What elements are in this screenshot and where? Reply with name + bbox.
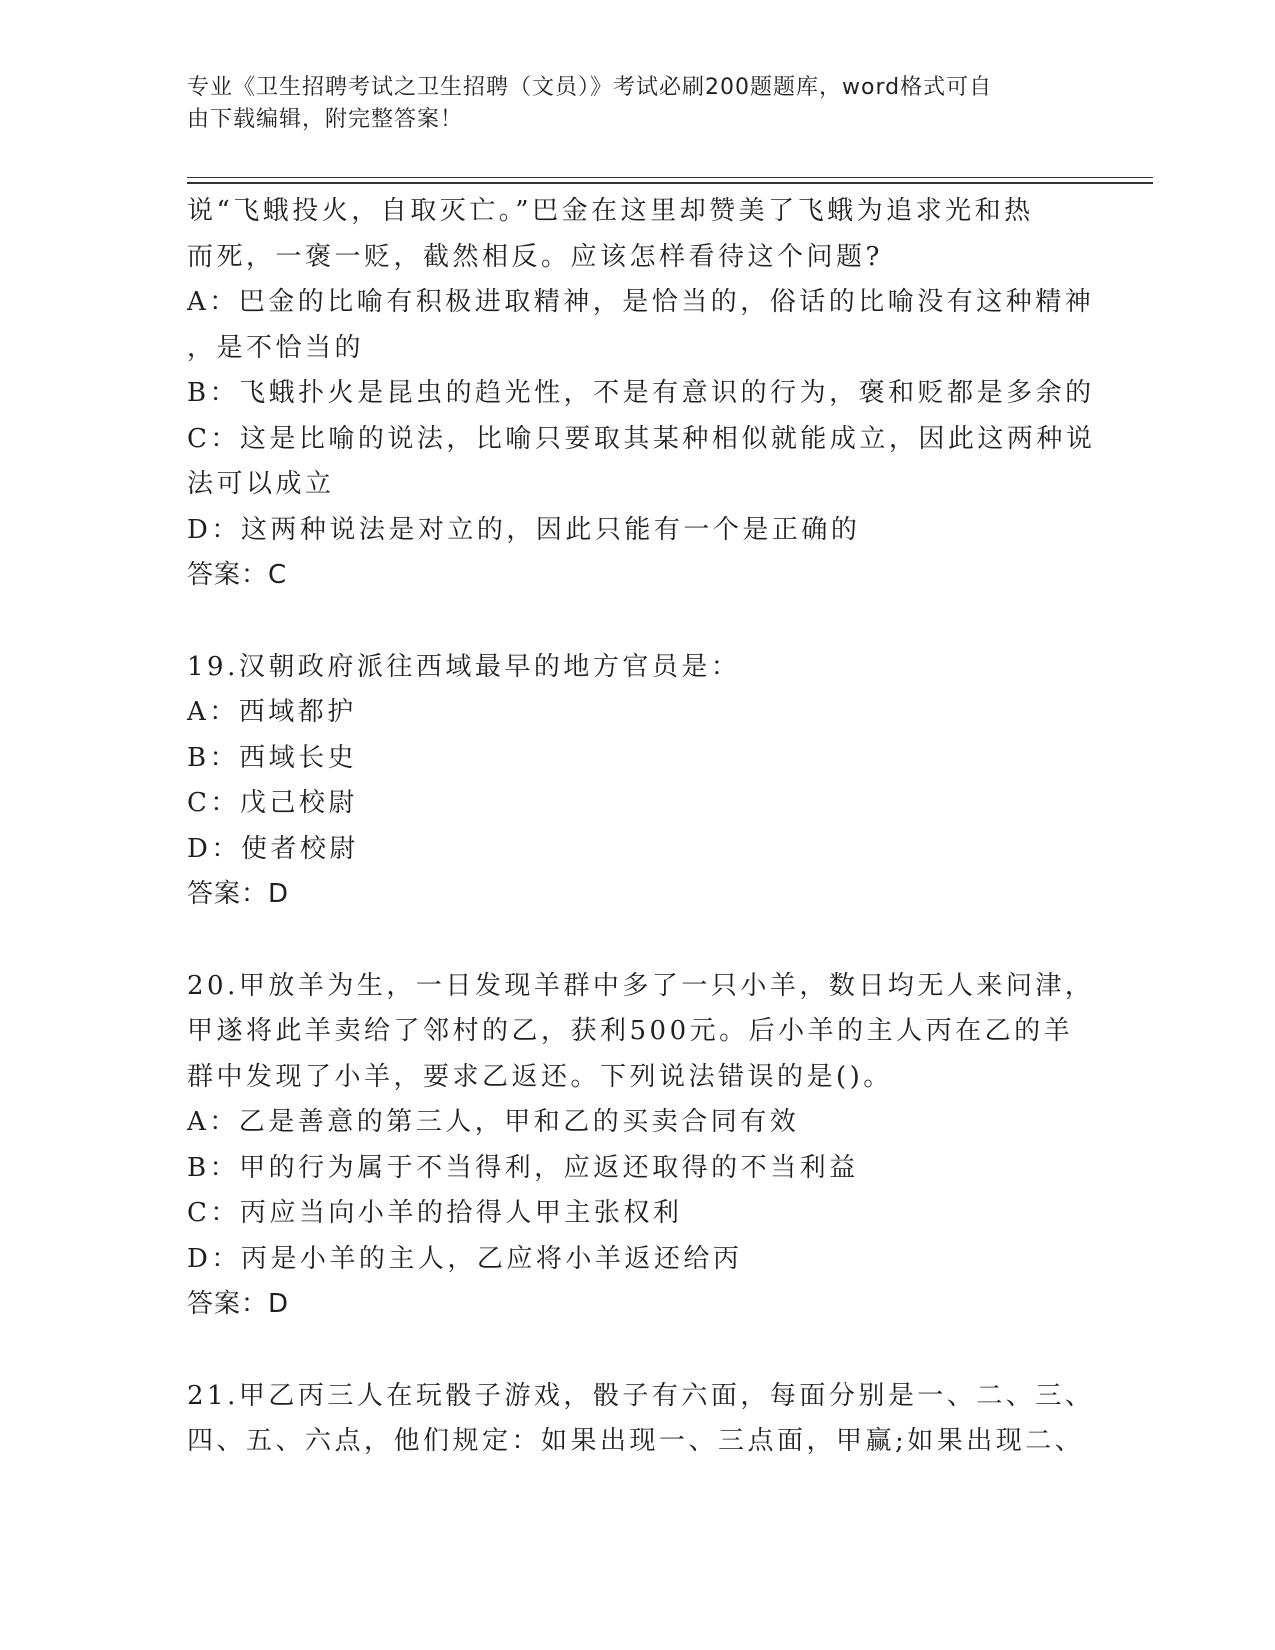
option-b: B：甲的行为属于不当得利，应返还取得的不当利益: [187, 1152, 859, 1183]
question-text-line: 21.甲乙丙三人在玩骰子游戏，骰子有六面，每面分别是一、二、三、: [187, 1380, 1095, 1411]
answer-label: 答案：D: [187, 879, 290, 909]
option-a: A：乙是善意的第三人，甲和乙的买卖合同有效: [187, 1107, 800, 1137]
option-d: D：使者校尉: [187, 833, 359, 864]
header-line-2: 由下载编辑，附完整答案！: [187, 107, 464, 132]
question-18: [187, 189, 1096, 599]
question-text-line: 说“飞蛾投火，自取灭亡。”巴金在这里却赞美了飞蛾为追求光和热: [187, 196, 1034, 226]
question-text-line: 甲遂将此羊卖给了邻村的乙，获利500元。后小羊的主人丙在乙的羊: [187, 1016, 1074, 1046]
option-b: B：西域长史: [187, 742, 358, 773]
question-list: [187, 189, 1096, 1465]
question-21: [187, 1374, 1095, 1465]
question-text-line: 19.汉朝政府派往西域最早的地方官员是：: [187, 651, 741, 682]
option-a-continued: ，是不恰当的: [187, 332, 365, 363]
header-line-1: 专业《卫生招聘考试之卫生招聘（文员）》考试必刷200题题库，word格式可自: [187, 75, 993, 100]
question-spacer: [187, 1328, 1087, 1374]
answer-label: 答案：C: [187, 560, 288, 590]
question-20: [187, 964, 1095, 1328]
question-text-line: 20.甲放羊为生，一日发现羊群中多了一只小羊，数日均无人来问津，: [187, 970, 1095, 1001]
question-text-line: 群中发现了小羊，要求乙返还。下列说法错误的是()。: [187, 1061, 893, 1092]
option-d: D：丙是小羊的主人，乙应将小羊返还给丙: [187, 1243, 743, 1274]
question-text-line: 而死，一褒一贬，截然相反。应该怎样看待这个问题?: [187, 241, 883, 272]
header-divider-thin: [187, 177, 1153, 178]
option-a: A：西域都护: [187, 697, 357, 727]
question-text-line: 四、五、六点，他们规定：如果出现一、三点面，甲赢;如果出现二、: [187, 1426, 1085, 1456]
answer-label: 答案：D: [187, 1289, 290, 1319]
question-spacer: [187, 599, 1087, 645]
option-c: C：这是比喻的说法，比喻只要取其某种相似就能成立，因此这两种说: [187, 423, 1096, 454]
question-19: [187, 645, 1087, 918]
header-divider-thick: [187, 182, 1153, 184]
question-spacer: [187, 918, 1087, 964]
option-a: A：巴金的比喻有积极进取精神，是恰当的，俗话的比喻没有这种精神: [187, 287, 1095, 317]
option-c: C：戊己校尉: [187, 788, 358, 818]
document-header: [187, 72, 1067, 136]
option-c-continued: 法可以成立: [187, 469, 335, 499]
option-b: B：飞蛾扑火是昆虫的趋光性，不是有意识的行为，褒和贬都是多余的: [187, 378, 1095, 408]
option-c: C：丙应当向小羊的拾得人甲主张权利: [187, 1198, 683, 1228]
option-d: D：这两种说法是对立的，因此只能有一个是正确的: [187, 514, 861, 545]
